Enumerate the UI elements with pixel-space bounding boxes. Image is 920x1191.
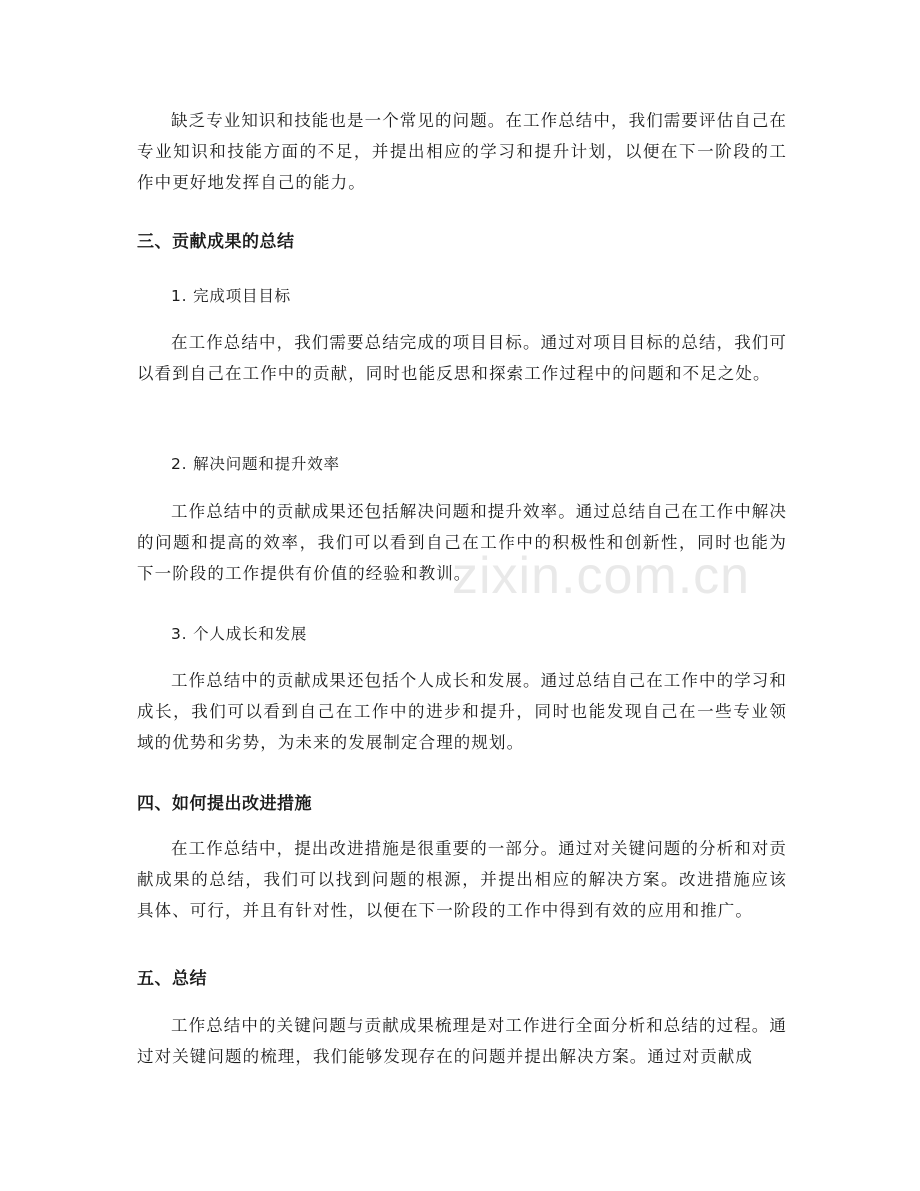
section-heading-summary: 五、总结	[137, 969, 207, 989]
paragraph-summary: 工作总结中的关键问题与贡献成果梳理是对工作进行全面分析和总结的过程。通过对关键问题的梳理，我们能够发现存在的问题并提出解决方案。通过对贡献成	[137, 1016, 787, 1066]
subheading-problem-solving: 2. 解决问题和提升效率	[171, 455, 340, 473]
subheading-personal-growth: 3. 个人成长和发展	[171, 625, 308, 643]
paragraph-project-goals: 在工作总结中，我们需要总结完成的项目目标。通过对项目目标的总结，我们可以看到自己在工作中的贡献，同时也能反思和探索工作过程中的问题和不足之处。	[137, 333, 787, 383]
paragraph-skills-gap: 缺乏专业知识和技能也是一个常见的问题。在工作总结中，我们需要评估自己在专业知识和技能方面的不足，并提出相应的学习和提升计划，以便在下一阶段的工作中更好地发挥自己的能力。	[137, 111, 787, 192]
section-heading-contributions: 三、贡献成果的总结	[137, 232, 295, 252]
paragraph-problem-solving: 工作总结中的贡献成果还包括解决问题和提升效率。通过总结自己在工作中解决的问题和提高的效率，我们可以看到自己在工作中的积极性和创新性，同时也能为下一阶段的工作提供有价值的经验和教训。	[137, 502, 787, 583]
section-heading-improvements: 四、如何提出改进措施	[137, 794, 312, 814]
watermark: zixin.com.cn	[452, 547, 751, 605]
paragraph-personal-growth: 工作总结中的贡献成果还包括个人成长和发展。通过总结自己在工作中的学习和成长，我们可以看到自己在工作中的进步和提升，同时也能发现自己在一些专业领域的优势和劣势，为未来的发展制定合理的规划。	[137, 671, 787, 752]
paragraph-improvements: 在工作总结中，提出改进措施是很重要的一部分。通过对关键问题的分析和对贡献成果的总结，我们可以找到问题的根源，并提出相应的解决方案。改进措施应该具体、可行，并且有针对性，以便在下一阶段的工作中得到有效的应用和推广。	[137, 839, 787, 920]
subheading-project-goals: 1. 完成项目目标	[171, 287, 291, 305]
